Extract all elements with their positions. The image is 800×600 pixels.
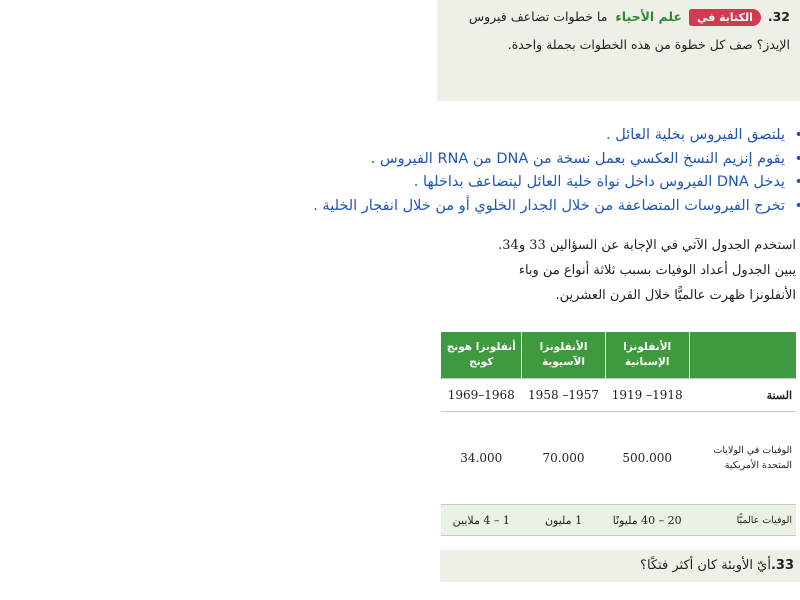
row-label-us-deaths: الوفيات في الولايات المتحدة الأمريكية xyxy=(689,412,796,505)
table-intro-line3: الأنفلونزا ظهرت عالميًّا خلال القرن العشرين. xyxy=(555,288,796,303)
table-cell: 1918– 1919 xyxy=(605,379,689,412)
question-32-text-2: الإيدز؟ صف كل خطوة من هذه الخطوات بجملة واحدة. xyxy=(507,37,790,52)
table-intro-line1: استخدم الجدول الآتي في الإجابة عن السؤالين 33 و34. xyxy=(498,238,796,253)
header-asian-flu: الأنفلونزا الآسيوية xyxy=(522,332,605,379)
table-cell: 34.000 xyxy=(441,412,522,505)
table-cell: 20 – 40 مليونًا xyxy=(605,505,689,536)
question-32-box xyxy=(437,0,800,101)
table-cell: 1957– 1958 xyxy=(522,379,605,412)
question-33-number: 33. xyxy=(770,558,794,573)
answer-item: • يقوم إنزيم النسخ العكسي بعمل نسخة من DNA من RNA الفيروس . xyxy=(180,148,785,172)
table-cell: 1 مليون xyxy=(522,505,605,536)
table-row xyxy=(441,412,797,505)
question-32-text-1: ما خطوات تضاعف فيروس xyxy=(468,9,608,24)
flu-deaths-table xyxy=(440,332,796,536)
table-cell: 70.000 xyxy=(522,412,605,505)
header-corner xyxy=(689,332,796,379)
table-row xyxy=(441,379,797,412)
table-cell: 1 – 4 ملايين xyxy=(441,505,522,536)
table-header-row xyxy=(441,332,797,379)
row-label-world-deaths: الوفيات عالميًّا xyxy=(689,505,796,536)
table-intro-line2: يبين الجدول أعداد الوفيات بسبب ثلاثة أنواع من وباء xyxy=(518,263,796,278)
answer-item: • يلتصق الفيروس بخلية العائل . xyxy=(180,124,785,148)
question-33-box xyxy=(440,550,800,582)
question-32-line1 xyxy=(445,6,790,28)
writing-tag: الكتابة في xyxy=(689,9,761,26)
subject-label: علم الأحياء xyxy=(615,9,682,24)
question-32-number: 32. xyxy=(767,9,790,24)
table-intro xyxy=(440,233,796,308)
row-label-year: السنة xyxy=(689,379,796,412)
header-spanish-flu: الأنفلونزا الإسبانية xyxy=(605,332,689,379)
table-cell: 500.000 xyxy=(605,412,689,505)
header-hongkong-flu: أنفلونزا هونج كونج xyxy=(441,332,522,379)
table-row xyxy=(441,505,797,536)
question-33-text: أيّ الأوبئة كان أكثر فتكًا؟ xyxy=(640,558,771,573)
answer-list xyxy=(180,124,800,218)
answer-item: • تخرج الفيروسات المتضاعفة من خلال الجدار الخلوي أو من خلال انفجار الخلية . xyxy=(180,195,785,219)
answer-item: • يدخل DNA الفيروس داخل نواة خلية العائل ليتضاعف بداخلها . xyxy=(180,171,785,195)
table-cell: 1968–1969 xyxy=(441,379,522,412)
